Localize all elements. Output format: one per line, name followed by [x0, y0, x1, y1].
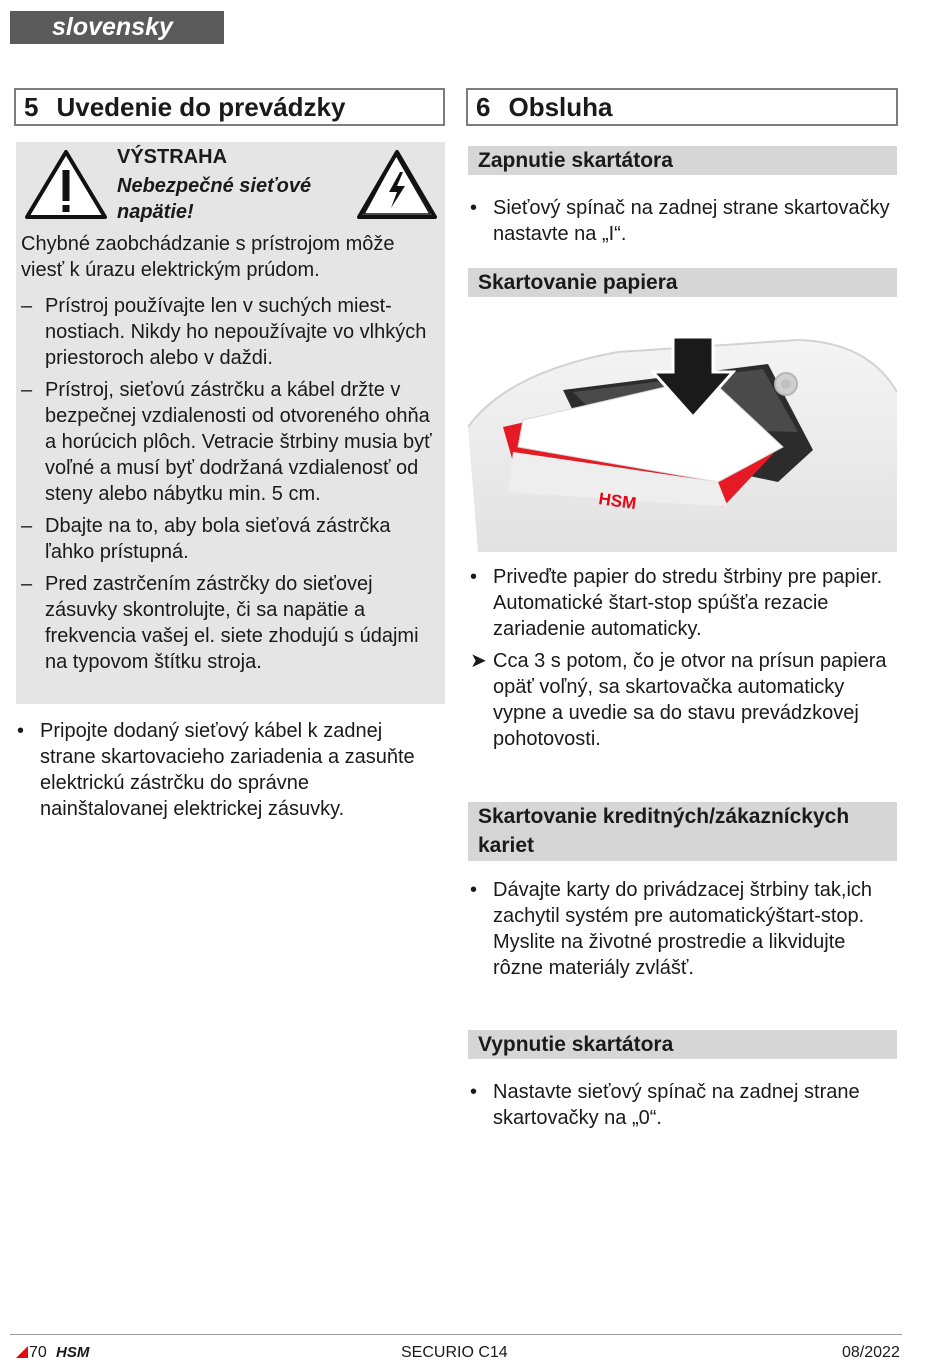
warning-intro: Chybné zaobchádzanie s prístrojom môže viesť k úrazu elektrickým prúdom.	[21, 233, 395, 281]
subhead-shredding-paper: Skartovanie papiera	[468, 268, 897, 297]
language-tab: slovensky	[10, 11, 224, 44]
warning-title: VÝSTRAHA	[117, 146, 228, 168]
section-number: 5	[24, 92, 39, 122]
switch-on-instructions	[470, 195, 890, 253]
warning-box	[16, 142, 445, 704]
high-voltage-icon	[356, 148, 438, 220]
list-item: • Dávajte karty do privádzacej štrbiny tak,ich zachytil systém pre automatickýštart-stop. Myslite na životné prostredie a likvidujte rôzne materiály zvlášť.	[470, 879, 873, 979]
list-item: – Pred zastrčením zástrčky do sieťovej zásuvky skontrolujte, či sa napätie a frekvencia vašej el. siete zhodujú s údajmi na typovom štítku stroja.	[21, 573, 419, 673]
page-marker-icon	[16, 1346, 28, 1358]
section-title-text: Obsluha	[508, 92, 613, 122]
section-title-commissioning	[14, 88, 445, 126]
cards-instructions	[470, 877, 890, 987]
section-number: 6	[476, 92, 491, 122]
list-item: – Prístroj používajte len v suchých miestnostiach. Nikdy ho nepoužívajte vo vlhkých priestoroch alebo v daždi.	[21, 295, 427, 369]
list-item: – Dbajte na to, aby bola sieťová zástrčka ľahko prístupná.	[21, 515, 391, 563]
subhead-switch-off: Vypnutie skartátora	[468, 1030, 897, 1059]
section-title-text: Uvedenie do prevádzky	[56, 92, 346, 122]
footer-brand-logo: HSM	[56, 1344, 90, 1361]
switch-off-instructions	[470, 1079, 890, 1137]
warning-subtitle: Nebezpečné sieťové napätie!	[117, 175, 312, 223]
list-item: • Pripojte dodaný sieťový kábel k zadnej strane skartovacieho zariadenia a zasuňte elektrickú zástrčku do správne nainštalovanej elektrickej zásuvky.	[17, 720, 415, 820]
footer-product: SECURIO C14	[401, 1344, 508, 1361]
list-item: – Prístroj, sieťovú zástrčku a kábel držte v bezpečnej vzdialenosti od otvoreného ohňa a horúcich plôch. Vetracie štrbiny musia byť voľné a musí byť dodržaná vzdialenosť od steny alebo nábytku min. 5 cm.	[21, 379, 432, 505]
footer-date: 08/2022	[842, 1344, 900, 1361]
shredder-photo	[468, 332, 897, 552]
list-item: • Sieťový spínač na zadnej strane skartovačky nastavte na „I“.	[470, 197, 890, 245]
list-item: ➤ Cca 3 s potom, čo je otvor na prísun papiera opäť voľný, sa skartovačka automaticky vypne a uvedie sa do stavu prevádzkovej pohotovosti.	[470, 650, 887, 750]
warning-icon	[24, 148, 108, 220]
result-arrow-icon: ➤	[470, 650, 487, 672]
shredder-brand-label: HSM	[597, 489, 638, 514]
shredding-instructions	[470, 564, 890, 758]
list-item: • Priveďte papier do stredu štrbiny pre papier. Automatické štart-stop spúšťa rezacie zariadenie automaticky.	[470, 566, 883, 640]
page-number: 70	[29, 1344, 47, 1361]
footer-divider	[10, 1334, 902, 1335]
shredder-illustration	[468, 332, 897, 552]
section-title-operation	[466, 88, 898, 126]
subhead-switch-on: Zapnutie skartátora	[468, 146, 897, 175]
list-item: • Nastavte sieťový spínač na zadnej strane skartovačky na „0“.	[470, 1081, 860, 1129]
warning-list	[21, 293, 441, 681]
connect-instructions	[17, 718, 437, 828]
subhead-shredding-cards: Skartovanie kreditných/zákazníckych kariet	[468, 802, 897, 861]
